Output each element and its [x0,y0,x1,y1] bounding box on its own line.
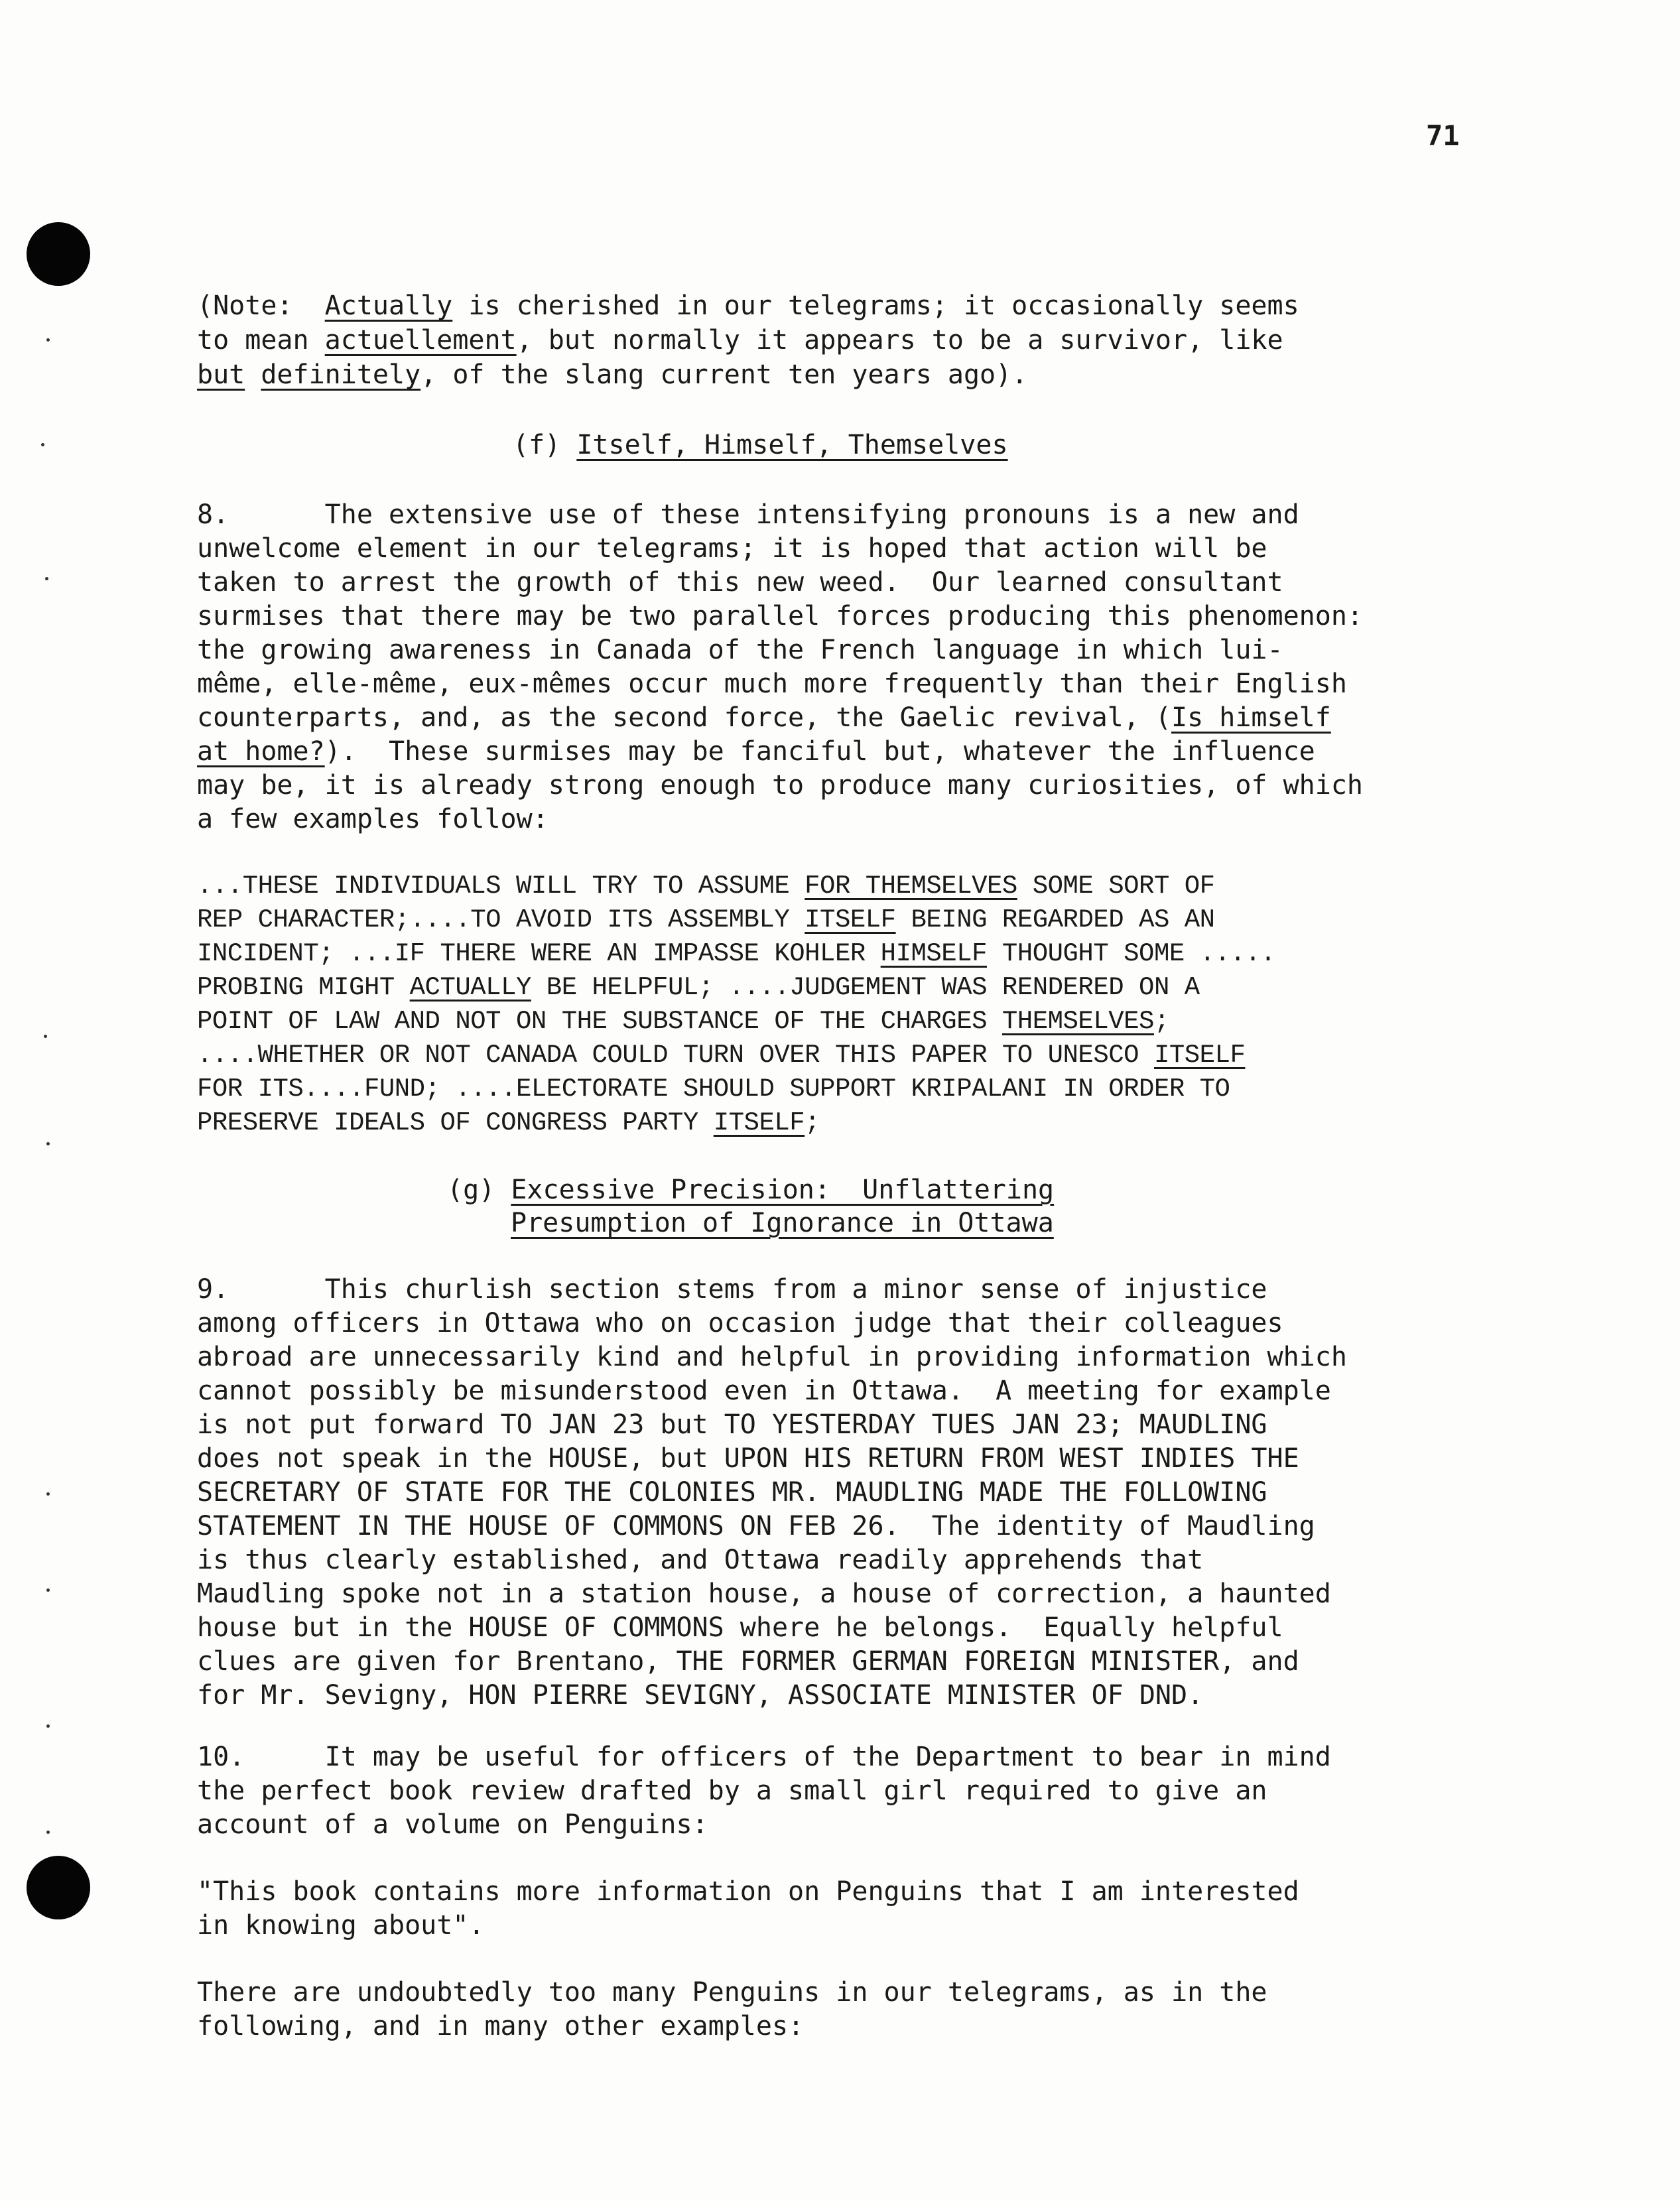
para8-line: unwelcome element in our telegrams; it is hoped that action will be [197,533,1267,564]
para8-line [197,734,1315,769]
underlined-term: ITSELF [1153,1041,1246,1070]
para8-line: même, elle-même, eux-mêmes occur much more frequently than their English [197,669,1347,699]
para9-line: is not put forward TO JAN 23 but TO YESTERDAY TUES JAN 23; MAUDLING [197,1409,1267,1440]
underlined-term: definitely [261,359,421,390]
note-text: (Note: [197,291,325,321]
para9-line: STATEMENT IN THE HOUSE OF COMMONS ON FEB 26. The identity of Maudling [197,1511,1315,1541]
section-title: Excessive Precision: Unflattering [511,1175,1055,1205]
example-line [197,1106,820,1140]
closing-line: There are undoubtedly too many Penguins in our telegrams, as in the [197,1977,1267,2008]
example-text: BEING REGARDED AS AN [895,905,1215,935]
example-text: PRESERVE IDEALS OF CONGRESS PARTY [197,1108,714,1137]
note-text [245,359,261,390]
example-line [197,903,1215,937]
underlined-term: Is himself [1171,702,1331,733]
example-line: FOR ITS....FUND; ....ELECTORATE SHOULD SUPPORT KRIPALANI IN ORDER TO [197,1074,1230,1104]
underlined-term: FOR THEMSELVES [805,872,1017,901]
example-text: REP CHARACTER;....TO AVOID ITS ASSEMBLY [197,905,805,935]
note-line-3 [197,357,1027,392]
para9-line: among officers in Ottawa who on occasion judge that their colleagues [197,1308,1283,1338]
example-text: ; [805,1108,820,1137]
para9-line: SECRETARY OF STATE FOR THE COLONIES MR. MAUDLING MADE THE FOLLOWING [197,1477,1267,1508]
note-text: , of the slang current ten years ago). [420,359,1028,390]
scan-speck [46,1588,50,1592]
scan-speck [46,1492,50,1496]
para8-line: a few examples follow: [197,804,549,834]
example-text: ; [1153,1007,1169,1036]
scan-speck [44,1035,47,1038]
scan-speck [46,1831,50,1834]
underlined-term: but [197,359,245,390]
para9-line: abroad are unnecessarily kind and helpful in providing information which [197,1342,1347,1372]
para9-line: cannot possibly be misunderstood even in Ottawa. A meeting for example [197,1376,1331,1406]
para8-line: surmises that there may be two parallel forces producing this phenomenon: [197,601,1363,631]
para9-line: Maudling spoke not in a station house, a house of correction, a haunted [197,1579,1331,1609]
para10-line: account of a volume on Penguins: [197,1809,708,1840]
para9-line: does not speak in the HOUSE, but UPON HIS RETURN FROM WEST INDIES THE [197,1443,1299,1474]
underlined-term: Actually [324,291,453,321]
scan-speck [46,1142,50,1145]
para9-line: for Mr. Sevigny, HON PIERRE SEVIGNY, ASSOCIATE MINISTER OF DND. [197,1680,1204,1711]
example-text: ...THESE INDIVIDUALS WILL TRY TO ASSUME [197,872,805,901]
punch-hole-bottom [27,1856,90,1919]
example-text: ....WHETHER OR NOT CANADA COULD TURN OVER THIS PAPER TO UNESCO [197,1041,1154,1070]
example-line [197,1038,1245,1072]
section-g-heading-line-2 [511,1206,1054,1240]
scan-speck [45,577,48,580]
para10-line: 10. It may be useful for officers of the Department to bear in mind [197,1742,1331,1772]
section-label: (g) [447,1175,511,1205]
para9-line: 9. This churlish section stems from a minor sense of injustice [197,1274,1267,1305]
para8-line: may be, it is already strong enough to produce many curiosities, of which [197,770,1363,801]
example-text: PROBING MIGHT [197,973,410,1002]
para8-text: ). These surmises may be fanciful but, whatever the influence [324,736,1315,767]
note-line-1 [197,289,1299,323]
example-line [197,869,1215,903]
para9-line: house but in the HOUSE OF COMMONS where he belongs. Equally helpful [197,1612,1283,1643]
quote-line: in knowing about". [197,1910,485,1941]
quote-line: "This book contains more information on Penguins that I am interested [197,1876,1299,1907]
example-line [197,970,1200,1005]
para8-line [197,700,1331,735]
section-title: Presumption of Ignorance in Ottawa [511,1208,1054,1238]
section-f-heading [513,428,1008,462]
para9-line: clues are given for Brentano, THE FORMER GERMAN FOREIGN MINISTER, and [197,1646,1299,1677]
underlined-term: ITSELF [805,905,896,935]
example-text: THOUGHT SOME ..... [987,939,1276,968]
scan-speck [46,1724,50,1728]
example-line [197,1004,1169,1039]
para9-line: is thus clearly established, and Ottawa readily apprehends that [197,1545,1204,1575]
note-text: is cherished in our telegrams; it occasionally seems [452,291,1299,321]
example-text: POINT OF LAW AND NOT ON THE SUBSTANCE OF THE CHARGES [197,1007,1002,1036]
closing-line: following, and in many other examples: [197,2011,805,2041]
scan-speck [46,338,50,342]
underlined-term: ITSELF [713,1108,805,1137]
underlined-term: ACTUALLY [409,973,531,1002]
para8-line: taken to arrest the growth of this new weed. Our learned consultant [197,567,1283,598]
para8-text: counterparts, and, as the second force, the Gaelic revival, ( [197,702,1172,733]
punch-hole-top [27,222,90,286]
example-text: SOME SORT OF [1017,872,1215,901]
scan-speck [41,443,44,446]
underlined-term: HIMSELF [880,939,987,968]
para8-line: 8. The extensive use of these intensifying pronouns is a new and [197,499,1299,530]
underlined-term: actuellement [324,325,517,356]
underlined-term: at home? [197,736,325,767]
page-number: 71 [1426,119,1460,152]
example-text: BE HELPFUL; ....JUDGEMENT WAS RENDERED ON A [531,973,1200,1002]
section-label: (f) [513,430,577,460]
note-text: , but normally it appears to be a survivor, like [516,325,1283,356]
example-line [197,937,1275,971]
para8-line: the growing awareness in Canada of the French language in which lui- [197,635,1283,665]
example-text: INCIDENT; ...IF THERE WERE AN IMPASSE KOHLER [197,939,881,968]
note-text: to mean [197,325,325,356]
para10-line: the perfect book review drafted by a small girl required to give an [197,1776,1267,1806]
underlined-term: THEMSELVES [1002,1007,1154,1036]
note-line-2 [197,323,1283,357]
section-g-heading [447,1173,1054,1207]
section-title: Itself, Himself, Themselves [576,430,1008,460]
